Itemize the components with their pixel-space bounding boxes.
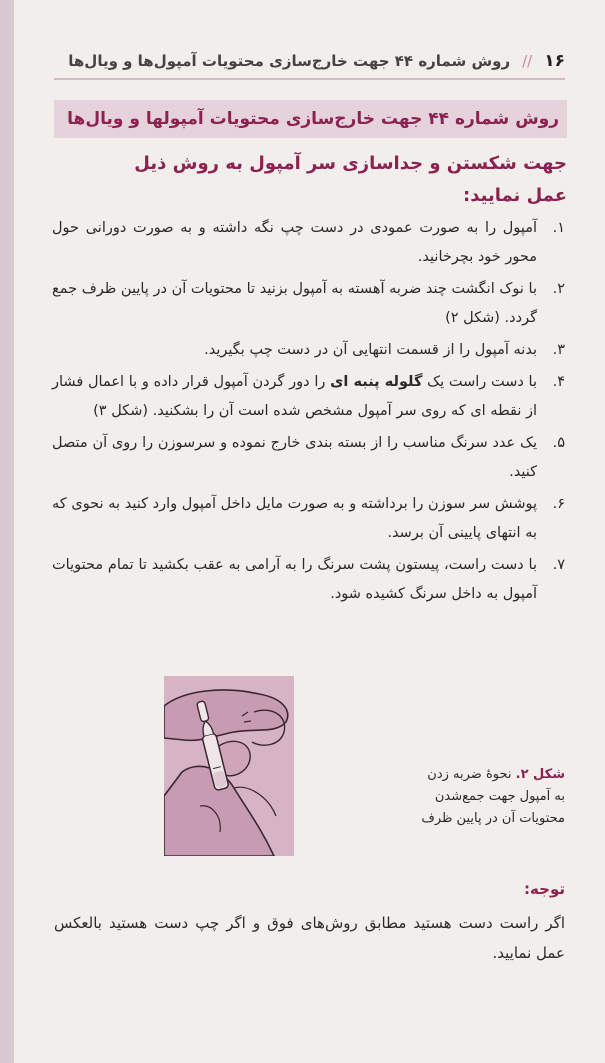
step-text: پوشش سر سوزن را برداشته و به صورت مایل داخل آمپول وارد کنید به نحوی که به انتهای پایینی آن برسد.: [52, 496, 537, 541]
steps-list: [52, 214, 565, 612]
step-number: ۳.: [552, 342, 565, 358]
step-number: ۵.: [552, 435, 565, 451]
step-item: [52, 490, 565, 548]
note-label: توجه:: [524, 880, 565, 898]
figure-label: شکل ۲.: [515, 767, 565, 782]
step-text-part: با دست راست یک: [422, 374, 537, 390]
section-title-text: روش شماره ۴۴ جهت خارج‌سازی محتویات آمپولها و ویال‌ها: [67, 109, 559, 129]
step-item: [52, 429, 565, 487]
step-item: [52, 551, 565, 609]
step-text: با دست راست، پیستون پشت سرنگ را به آرامی به عقب بکشید تا تمام محتویات آمپول به داخل سرنگ کشیده شود.: [52, 557, 537, 602]
step-text: آمپول را به صورت عمودی در دست چپ نگه داشته و به صورت دورانی حول محور خود بچرخانید.: [52, 220, 537, 265]
note-text: اگر راست دست هستید مطابق روش‌های فوق و اگر چپ دست هستید بالعکس عمل نمایید.: [54, 914, 565, 962]
running-header: [54, 44, 565, 80]
section-title: [54, 100, 567, 138]
step-number: ۴.: [552, 374, 565, 390]
step-text: با نوک انگشت چند ضربه آهسته به آمپول بزنید تا محتویات آن در پایین ظرف جمع گردد. (شکل ۲): [52, 281, 537, 326]
step-number: ۶.: [552, 496, 565, 512]
figure-caption: [415, 764, 565, 830]
step-number: ۲.: [552, 281, 565, 297]
instruction-intro: جهت شکستن و جداسازی سر آمپول به روش ذیل عمل نمایید:: [134, 153, 567, 206]
step-number: ۷.: [552, 557, 565, 573]
ampoule-tapping-illustration: [164, 676, 294, 856]
page-number: ۱۶: [544, 51, 565, 71]
hand-with-ampoule-drawing: [164, 676, 294, 856]
step-text: بدنه آمپول را از قسمت انتهایی آن در دست چپ بگیرید.: [204, 342, 537, 358]
step-text: یک عدد سرنگ مناسب را از بسته بندی خارج نموده و سرسوزن را روی آن متصل کنید.: [52, 435, 537, 480]
step-text: [52, 368, 537, 426]
step-item: [52, 214, 565, 272]
running-title: روش شماره ۴۴ جهت خارج‌سازی محتویات آمپول‌ها و ویال‌ها: [68, 52, 511, 70]
step-item: [52, 368, 565, 426]
step-text-bold: گلوله پنبه ای: [330, 374, 423, 390]
step-text-part: را دور گردن آمپول قرار داده و با اعمال فشار از نقطه ای که روی سر آمپول مشخص شده است آن را بشکنید. (شکل ۳): [52, 374, 537, 419]
step-item: [52, 275, 565, 333]
figure-caption-text: نحوهٔ ضربه زدن به آمپول جهت جمع‌شدن محتویات آن در پایین ظرف: [421, 767, 565, 826]
step-number: ۱.: [552, 220, 565, 236]
header-separator: //: [522, 52, 533, 70]
step-item: [52, 336, 565, 365]
